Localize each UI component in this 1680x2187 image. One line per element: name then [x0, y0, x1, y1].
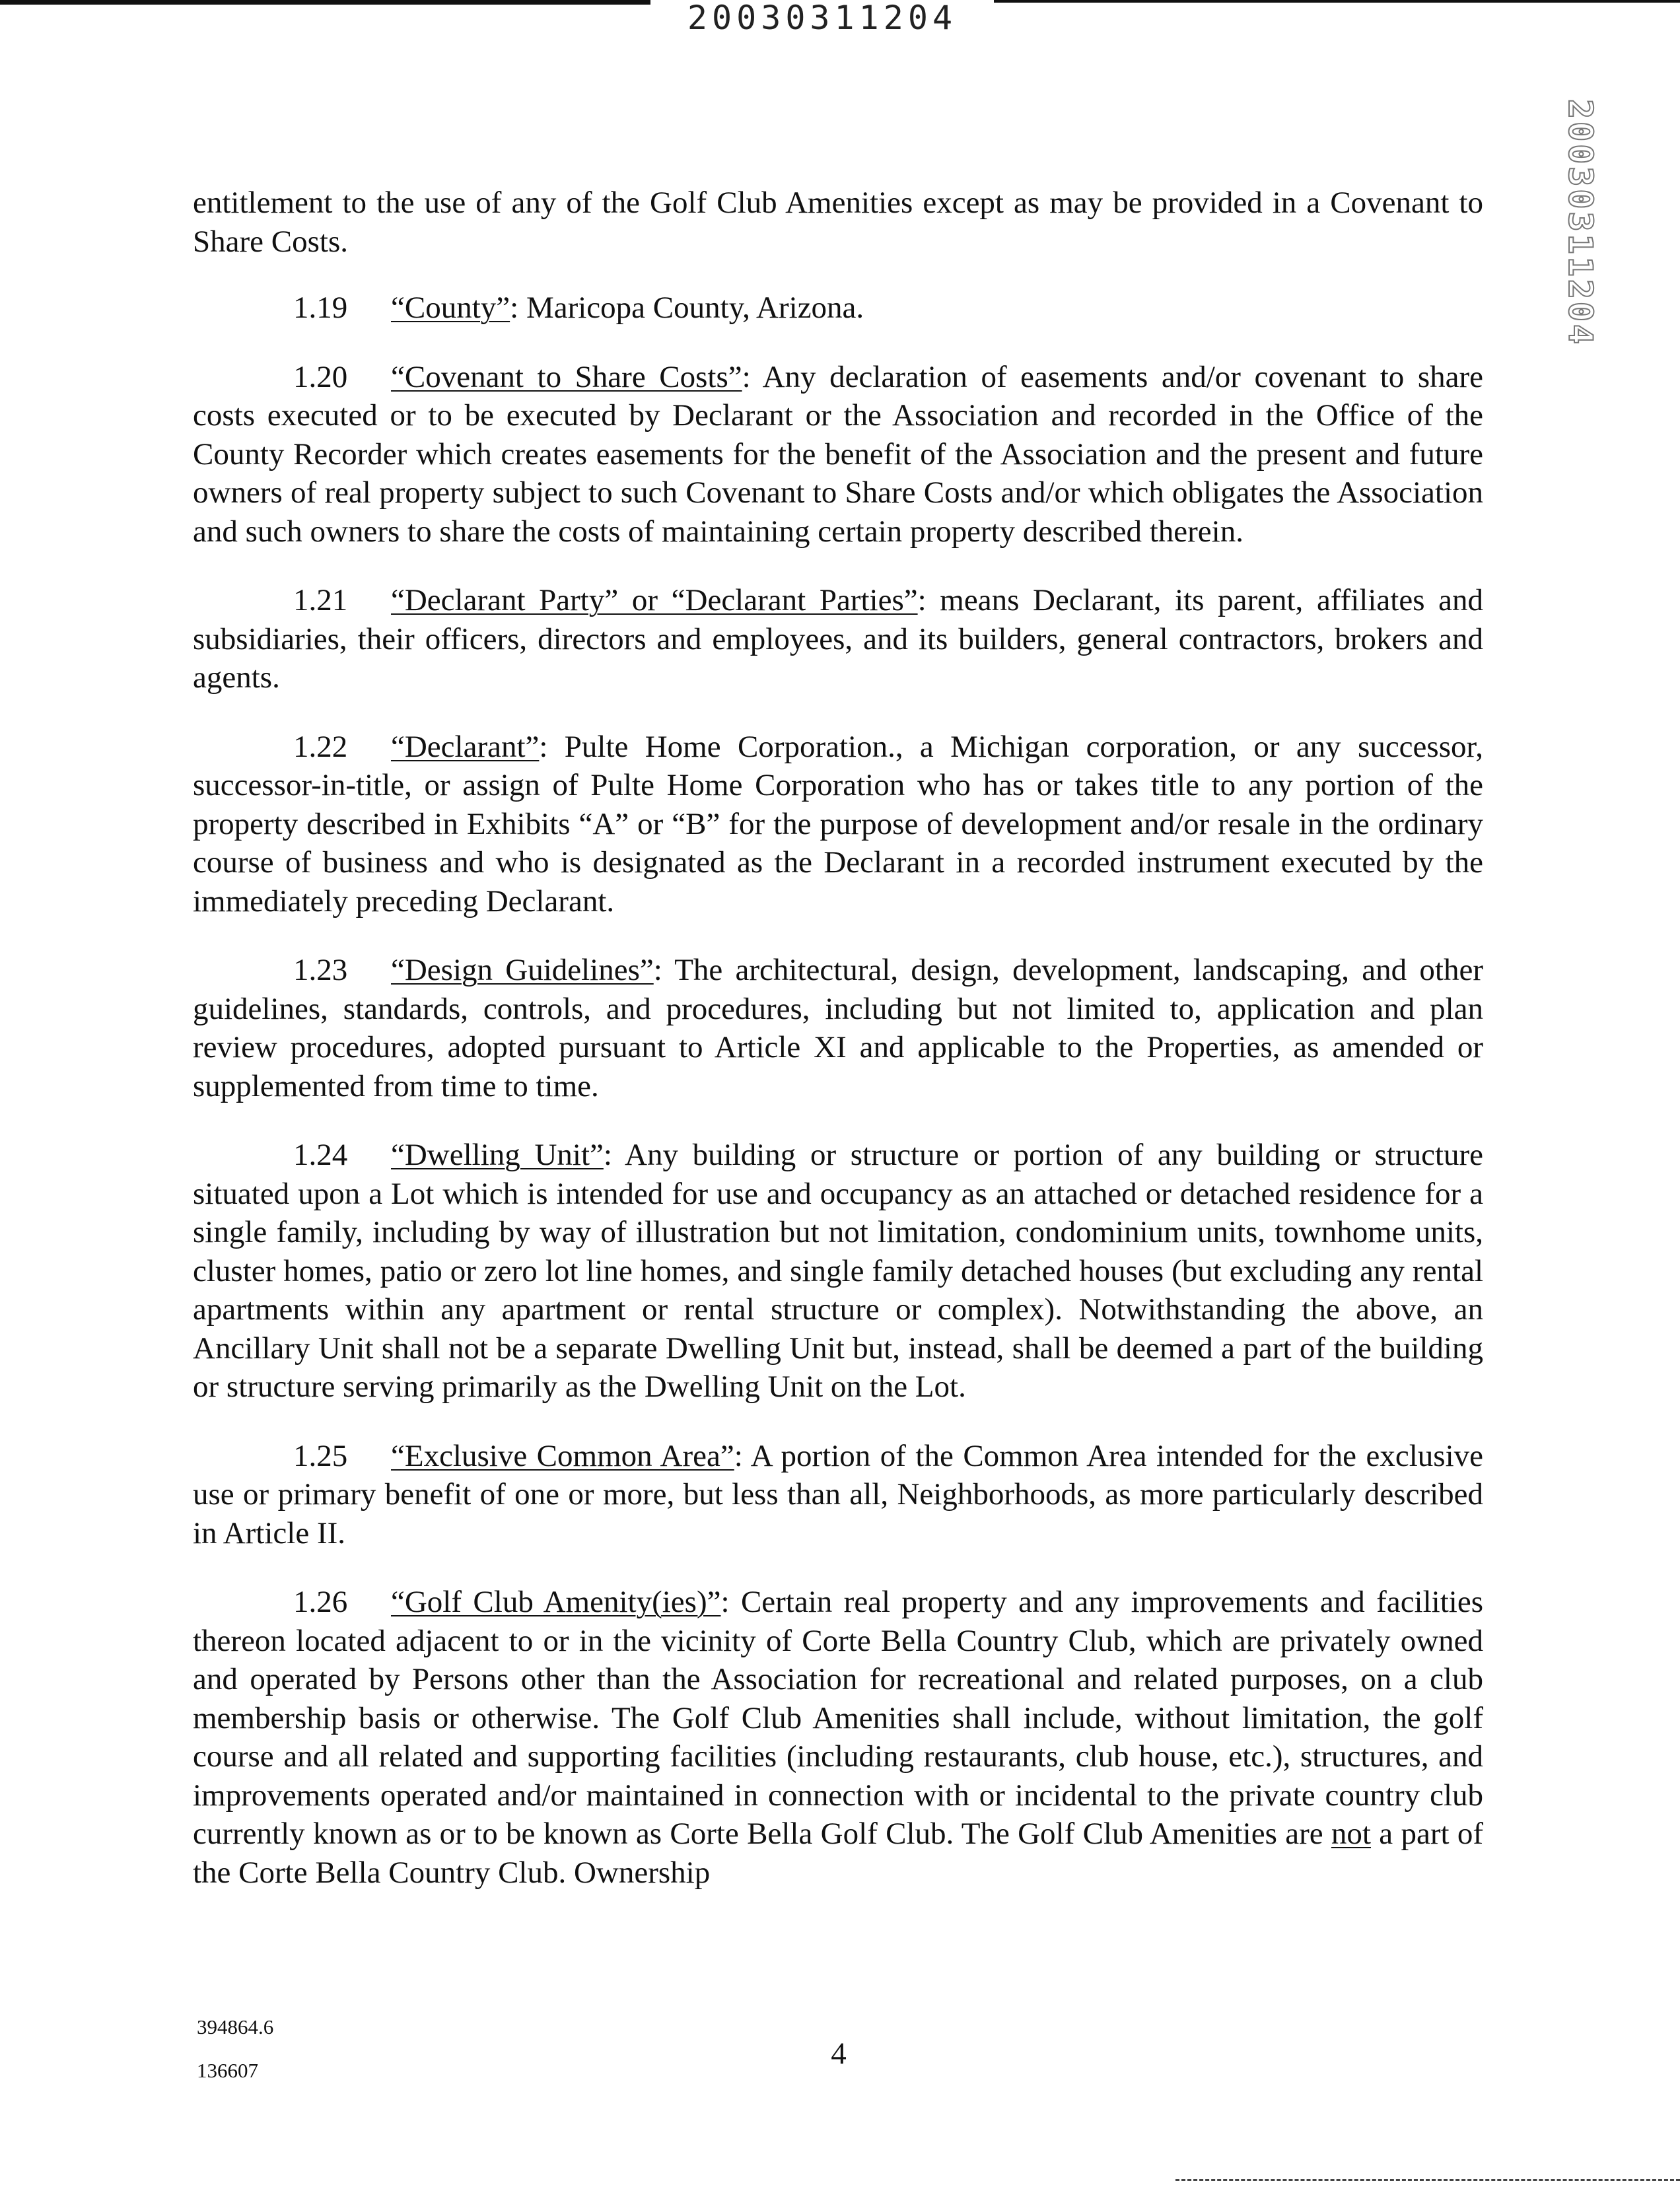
side-recording-stamp: 20030311204 — [1561, 99, 1599, 347]
section-number: 1.19 — [293, 291, 348, 325]
continuation-paragraph: entitlement to the use of any of the Golf Club Amenities except as may be provided in a Covenant to Share Costs. — [193, 186, 1483, 259]
section-1-21 — [193, 581, 1483, 697]
section-text: : Any declaration of easements and/or covenant to share costs executed or to be executed by Declarant or the Association and recorded in the Office of the County Recorder which creates easements for the benefit of the Association and the present and future owners of real property subject to such Covenant to Share Costs and/or which obligates the Association and such owners to share the costs of maintaining certain property described therein. — [193, 359, 1483, 549]
section-1-25 — [193, 1437, 1483, 1553]
defined-term: “Dwelling Unit” — [391, 1138, 604, 1172]
section-1-19 — [193, 289, 1483, 328]
defined-term: “Declarant” — [391, 729, 540, 764]
section-number: 1.22 — [293, 729, 348, 764]
section-text: : Maricopa County, Arizona. — [510, 291, 864, 325]
page-number: 4 — [831, 2036, 847, 2071]
top-rule-left — [0, 0, 650, 5]
client-reference-number: 136607 — [197, 2059, 258, 2082]
defined-term: “Exclusive Common Area” — [391, 1438, 734, 1473]
section-number: 1.20 — [293, 359, 348, 394]
section-text: : Certain real property and any improvements and facilities thereon located adjacent to or in the vicinity of Corte Bella Country Club, which are privately owned and operated by Persons other than the Association for recreational and related purposes, on a club membership basis or otherwise. The Golf Club Amenities shall include, without limitation, the golf course and all related and supporting facilities (including restaurants, club house, etc.), structures, and improvements operated and/or maintained in connection with or incidental to the private country club currently known as or to be known as Corte Bella Golf Club. The Golf Club Amenities are — [193, 1585, 1484, 1851]
section-number: 1.23 — [293, 953, 348, 987]
section-number: 1.25 — [293, 1438, 348, 1473]
document-reference-number: 394864.6 — [197, 2015, 274, 2038]
section-number: 1.24 — [293, 1138, 348, 1172]
defined-term: “Design Guidelines” — [391, 953, 654, 987]
defined-term: “Covenant to Share Costs” — [391, 359, 742, 394]
section-number: 1.21 — [293, 583, 348, 617]
defined-term: “Declarant Party” or “Declarant Parties” — [391, 583, 918, 617]
top-rule-right — [994, 0, 1680, 3]
section-text: : means Declarant, its parent, affiliates and subsidiaries, their officers, directors and employees, and its builders, general contractors, brokers and agents. — [193, 583, 1484, 695]
section-text: : Any building or structure or portion of any building or structure situated upon a Lot which is intended for use and occupancy as an attached or detached residence for a single family, including by way of illustration but not limitation, condominium units, townhome units, cluster homes, patio or zero lot line homes, and single family detached houses (but excluding any rental apartments within any apartment or rental structure or complex). Notwithstanding the above, an Ancillary Unit shall not be a separate Dwelling Unit but, instead, shall be deemed a part of the building or structure serving primarily as the Dwelling Unit on the Lot. — [193, 1138, 1484, 1404]
section-text: : Pulte Home Corporation., a Michigan corporation, or any successor, successor-in-title, or assign of Pulte Home Corporation who has or takes title to any portion of the property described in Exhibits “A” or “B” for the purpose of development and/or resale in the ordinary course of business and who is designated as the Declarant in a recorded instrument executed by the immediately preceding Declarant. — [193, 729, 1483, 919]
defined-term: “Golf Club Amenity(ies)” — [391, 1585, 721, 1619]
section-1-20 — [193, 358, 1483, 551]
section-1-22 — [193, 728, 1483, 921]
section-1-26 — [193, 1583, 1483, 1892]
emphasized-word: not — [1331, 1817, 1371, 1851]
page-body — [193, 184, 1483, 1892]
section-text-continued: a part of the Corte Bella Country Club. Ownership — [193, 1817, 1483, 1890]
section-1-24 — [193, 1136, 1483, 1406]
section-number: 1.26 — [293, 1585, 348, 1619]
recording-number: 20030311204 — [687, 0, 958, 37]
section-text: : A portion of the Common Area intended for the exclusive use or primary benefit of one or more, but less than all, Neighborhoods, as more particularly described in Article II. — [193, 1438, 1484, 1550]
bottom-scan-edge — [1175, 2179, 1680, 2181]
section-text: : The architectural, design, development, landscaping, and other guidelines, standards, controls, and procedures, including but not limited to, application and plan review procedures, adopted pursuant to Article XI and applicable to the Properties, as amended or supplemented from time to time. — [193, 953, 1483, 1103]
section-1-23 — [193, 951, 1483, 1105]
defined-term: “County” — [391, 291, 510, 325]
